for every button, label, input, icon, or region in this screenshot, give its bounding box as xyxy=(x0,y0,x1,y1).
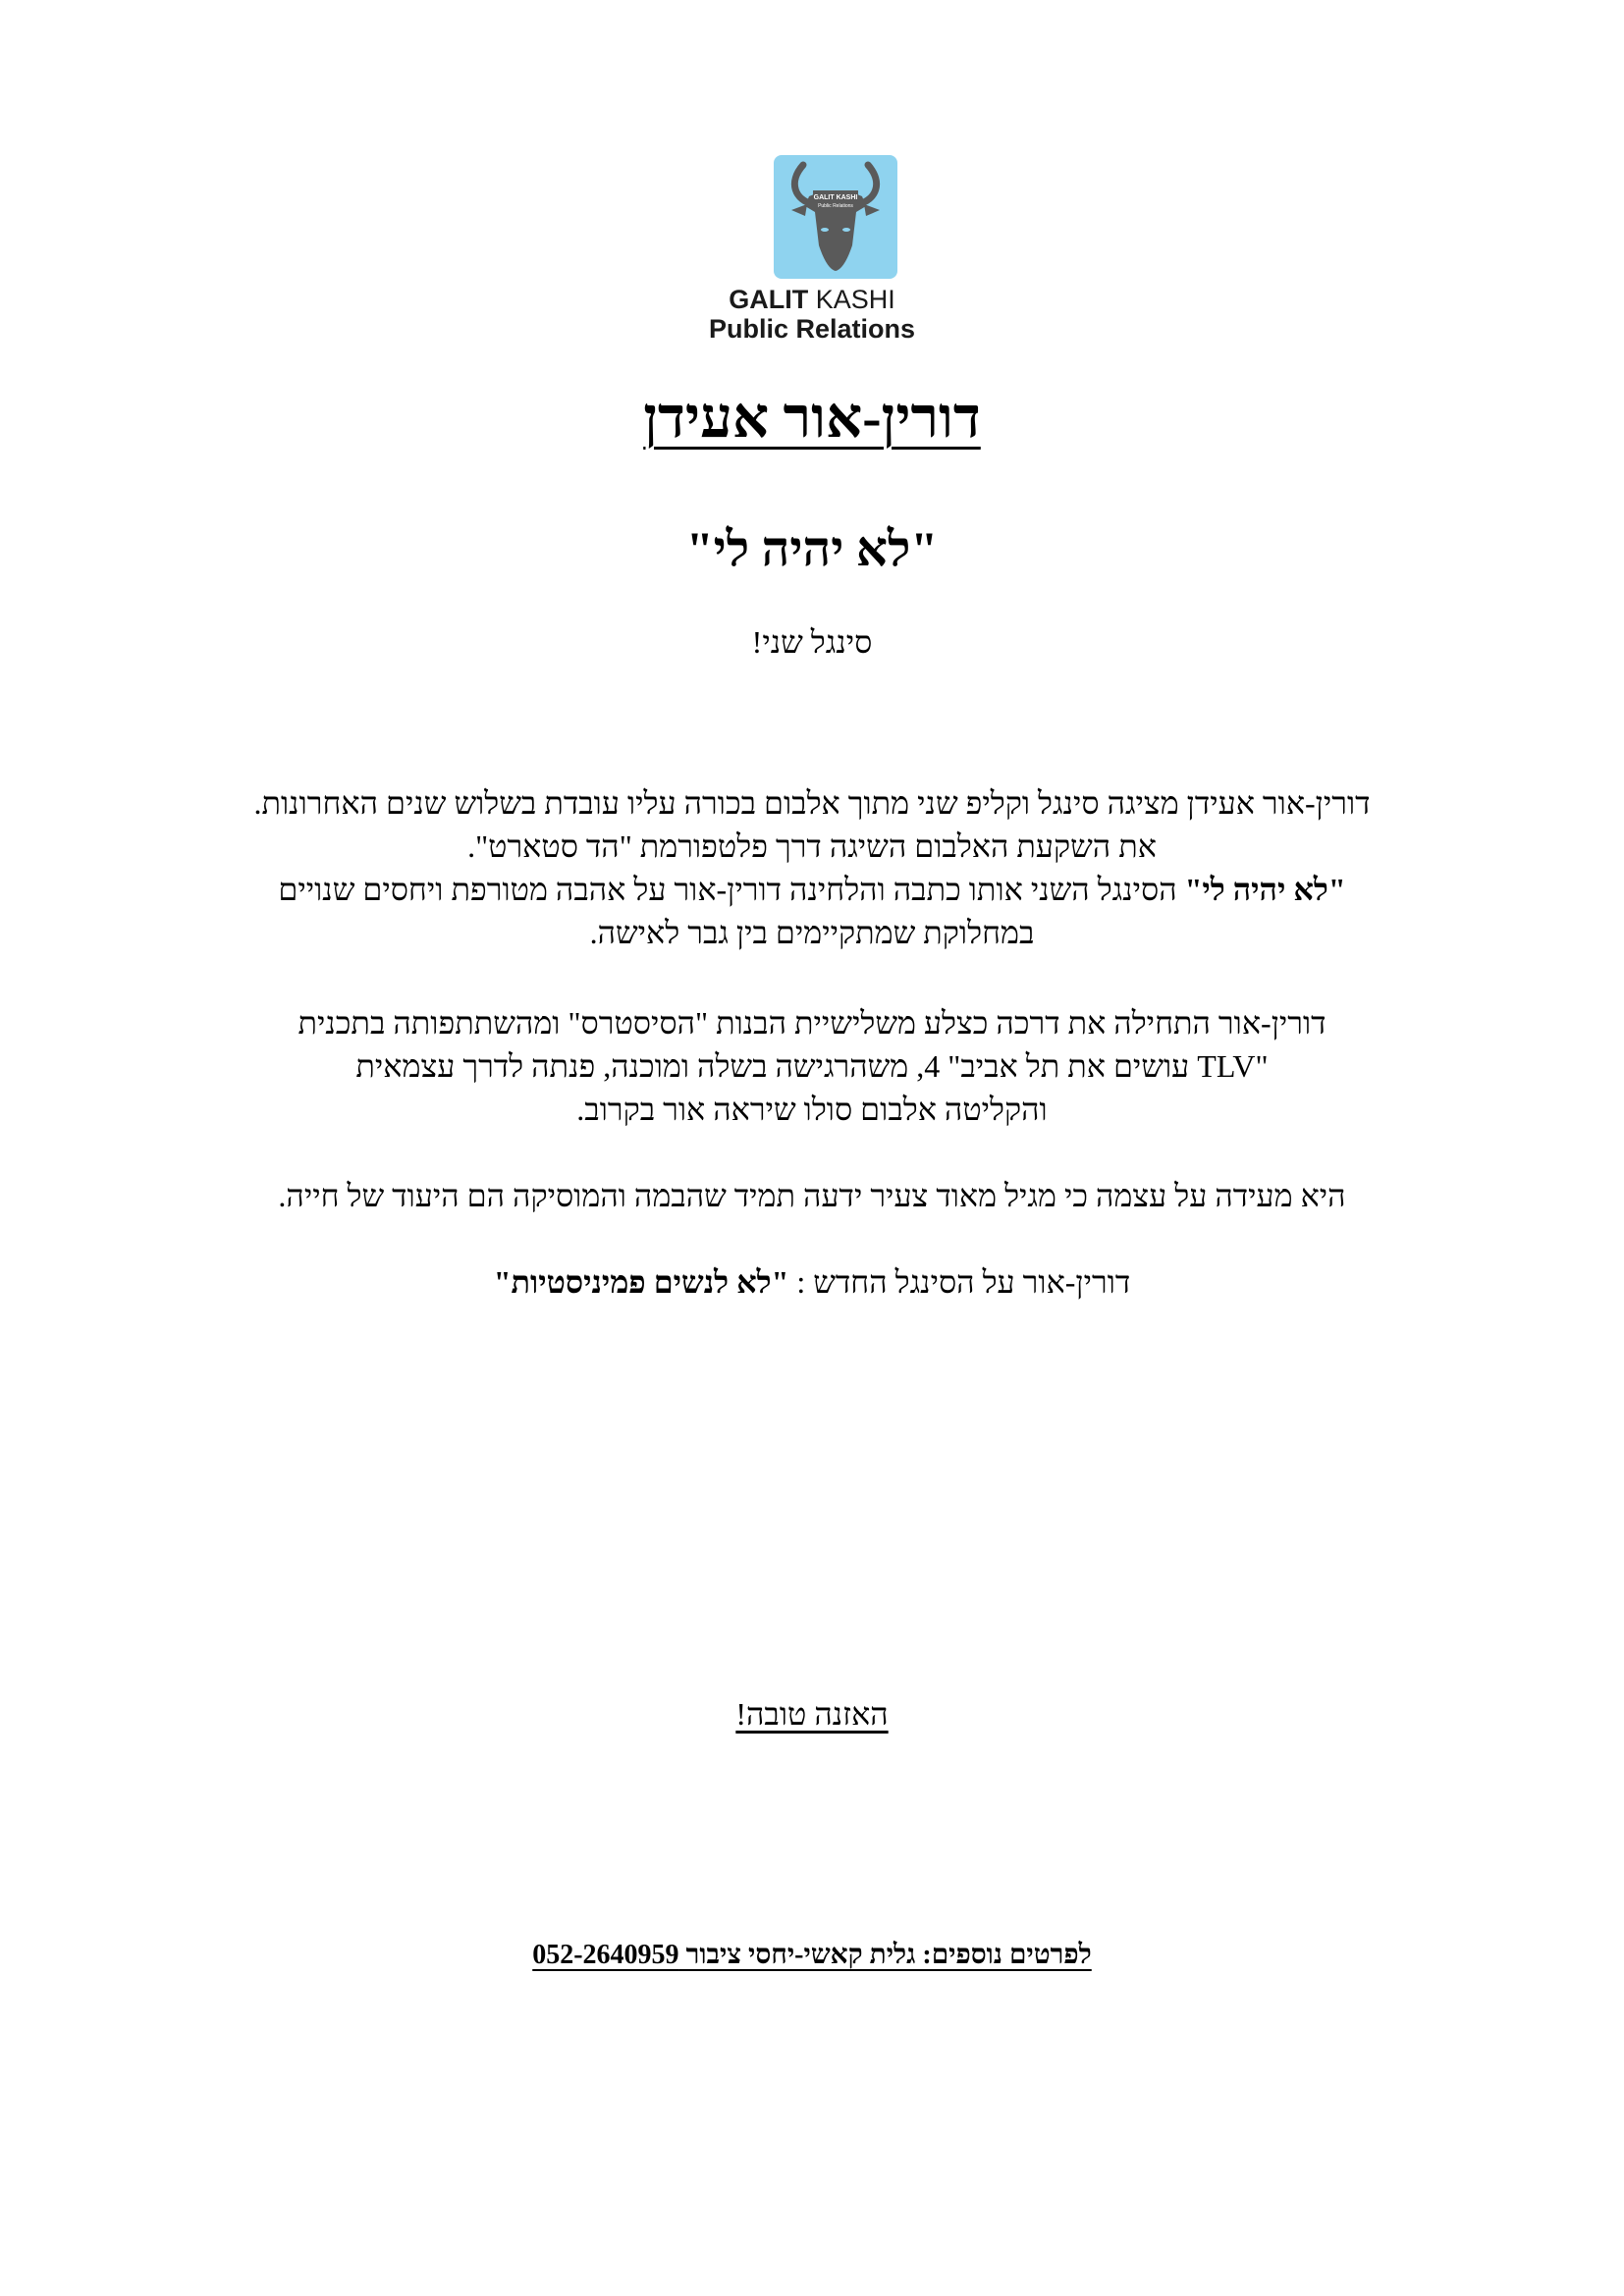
closing-line xyxy=(0,1696,1624,1733)
quote-bold: "לא לנשים פמיניסטיות" xyxy=(493,1264,789,1300)
contact-text: לפרטים נוספים: גלית קאשי-יחסי ציבור 052-2640959 xyxy=(532,1940,1092,1970)
logo-name-bold: GALIT xyxy=(729,285,809,314)
quote-prefix: דורין-אור על הסינגל החדש : xyxy=(788,1264,1131,1300)
song-title: "לא יהיה לי" xyxy=(685,521,939,576)
logo-name xyxy=(0,285,1624,315)
artist-quote xyxy=(0,1260,1624,1304)
paragraph-3: היא מעידה על עצמה כי מגיל מאוד צעיר ידעה תמיד שהבמה והמוסיקה הם היעוד של חייה. xyxy=(278,1178,1346,1213)
galit-kashi-logo xyxy=(774,155,897,279)
artist-title xyxy=(0,385,1624,451)
logo-box-text-1: GALIT KASHI xyxy=(813,194,858,201)
logo-name-rest: KASHI xyxy=(808,285,895,314)
paragraph-1-line-4: במחלוקת שמתקיימים בין גבר לאישה. xyxy=(589,915,1035,950)
artist-title-text: דורין-אור אעידן xyxy=(643,386,981,450)
logo-box-text-2: Public Relations xyxy=(818,203,853,209)
bull-head-icon xyxy=(774,155,897,279)
paragraph-2-line-3: והקליטה אלבום סולו שיראה אור בקרוב. xyxy=(576,1092,1048,1127)
paragraph-2-line-2: "TLV עושים את תל אביב" 4, משהרגישה בשלה ומוכנה, פנתה לדרך עצמאית xyxy=(355,1048,1269,1084)
closing-text: האזנה טובה! xyxy=(735,1696,889,1732)
paragraph-2-line-1: דורין-אור התחילה את דרכה כצלע משלישיית הבנות "הסיסטרס" ומהשתתפותה בתכנית xyxy=(298,1005,1326,1041)
contact-details xyxy=(0,1940,1624,1971)
logo-tagline: Public Relations xyxy=(708,314,916,344)
release-subtitle: סינגל שני! xyxy=(751,624,873,660)
song-name-bold: "לא יהיה לי" xyxy=(1184,872,1346,907)
paragraph-1-line-3-rest: הסינגל השני אותו כתבה והלחינה דורין-אור על אהבה מטורפת ויחסים שנויים xyxy=(278,872,1185,907)
paragraph-1-line-1: דורין-אור אעידן מציגה סינגל וקליפ שני מתוך אלבום בכורה עליו עובדת בשלוש שנים האחרונות. xyxy=(253,785,1371,821)
paragraph-1-line-3 xyxy=(0,868,1624,911)
paragraph-1-line-2: את השקעת האלבום השיגה דרך פלטפורמת "הד סטארט". xyxy=(467,828,1157,864)
